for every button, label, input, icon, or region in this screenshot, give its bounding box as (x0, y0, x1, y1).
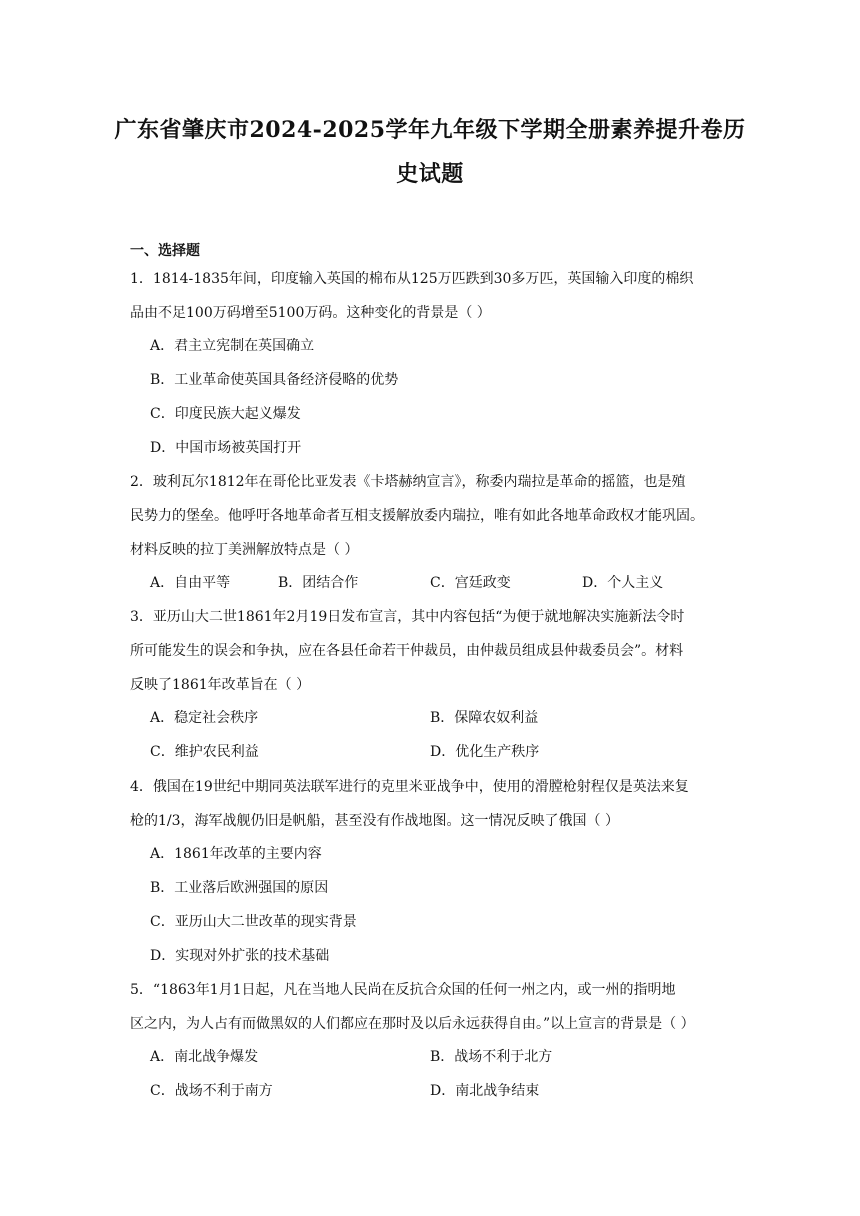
question-4-stem (130, 770, 730, 838)
question-3-option-b: B．保障农奴利益 (430, 710, 539, 726)
title-line-2: 史试题 (396, 161, 464, 187)
question-2-option-d: D．个人主义 (582, 575, 664, 591)
question-2-stem (130, 465, 730, 567)
question-stem-line: 4．俄国在19世纪中期同英法联军进行的克里米亚战争中，使用的滑膛枪射程仅是英法来复 (130, 779, 689, 795)
question-stem-line: 民势力的堡垒。他呼吁各地革命者互相支援解放委内瑞拉，唯有如此各地革命政权才能巩固。 (130, 508, 704, 524)
question-stem-line: 区之内，为人占有而做黑奴的人们都应在那时及以后永远获得自由。”以上宣言的背景是（ ） (130, 1016, 695, 1032)
question-stem-line: 材料反映的拉丁美洲解放特点是（ ） (130, 542, 359, 558)
document-title (110, 108, 750, 196)
question-1-option-a: A．君主立宪制在英国确立 (150, 338, 315, 354)
question-4-option-b: B．工业落后欧洲强国的原因 (150, 880, 329, 896)
question-4-option-a: A．1861年改革的主要内容 (150, 846, 322, 862)
question-stem-line: 枪的1/3，海军战舰仍旧是帆船，甚至没有作战地图。这一情况反映了俄国（ ） (130, 813, 619, 829)
question-5-option-a: A．南北战争爆发 (150, 1049, 259, 1065)
question-3-option-c: C．维护农民利益 (150, 744, 259, 760)
section-heading: 一、选择题 (130, 243, 200, 259)
question-4-option-d: D．实现对外扩张的技术基础 (150, 948, 330, 964)
title-line-1: 广东省肇庆市2024-2025学年九年级下学期全册素养提升卷历 (114, 117, 746, 143)
question-4-option-c: C．亚历山大二世改革的现实背景 (150, 914, 357, 930)
question-stem-line: 5．“1863年1月1日起，凡在当地人民尚在反抗合众国的任何一州之内，或一州的指明地 (130, 982, 676, 998)
question-stem-line: 1．1814-1835年间，印度输入英国的棉布从125万匹跌到30多万匹，英国输入印度的棉织 (130, 271, 694, 287)
question-5-option-d: D．南北战争结束 (430, 1083, 540, 1099)
question-stem-line: 3．亚历山大二世1861年2月19日发布宣言，其中内容包括“为便于就地解决实施新法令时 (130, 609, 685, 625)
question-3-option-d: D．优化生产秩序 (430, 744, 540, 760)
question-2-option-c: C．宫廷政变 (430, 575, 511, 591)
question-2-option-b: B．团结合作 (278, 575, 359, 591)
question-1-option-b: B．工业革命使英国具备经济侵略的优势 (150, 372, 399, 388)
question-stem-line: 反映了1861年改革旨在（ ） (130, 677, 311, 693)
question-stem-line: 2．玻利瓦尔1812年在哥伦比亚发表《卡塔赫纳宣言》，称委内瑞拉是革命的摇篮，也是殖 (130, 474, 686, 490)
question-1-stem (130, 262, 730, 330)
question-1-option-c: C．印度民族大起义爆发 (150, 406, 301, 422)
question-5-option-b: B．战场不利于北方 (430, 1049, 553, 1065)
question-2-option-a: A．自由平等 (150, 575, 231, 591)
question-5-stem (130, 973, 730, 1041)
question-stem-line: 品由不足100万码增至5100万码。这种变化的背景是（ ） (130, 305, 491, 321)
question-3-option-a: A．稳定社会秩序 (150, 710, 259, 726)
question-3-stem (130, 600, 730, 702)
question-stem-line: 所可能发生的误会和争执，应在各县任命若干仲裁员，由仲裁员组成县仲裁委员会”。材料 (130, 643, 684, 659)
question-5-option-c: C．战场不利于南方 (150, 1083, 273, 1099)
question-1-option-d: D．中国市场被英国打开 (150, 440, 302, 456)
